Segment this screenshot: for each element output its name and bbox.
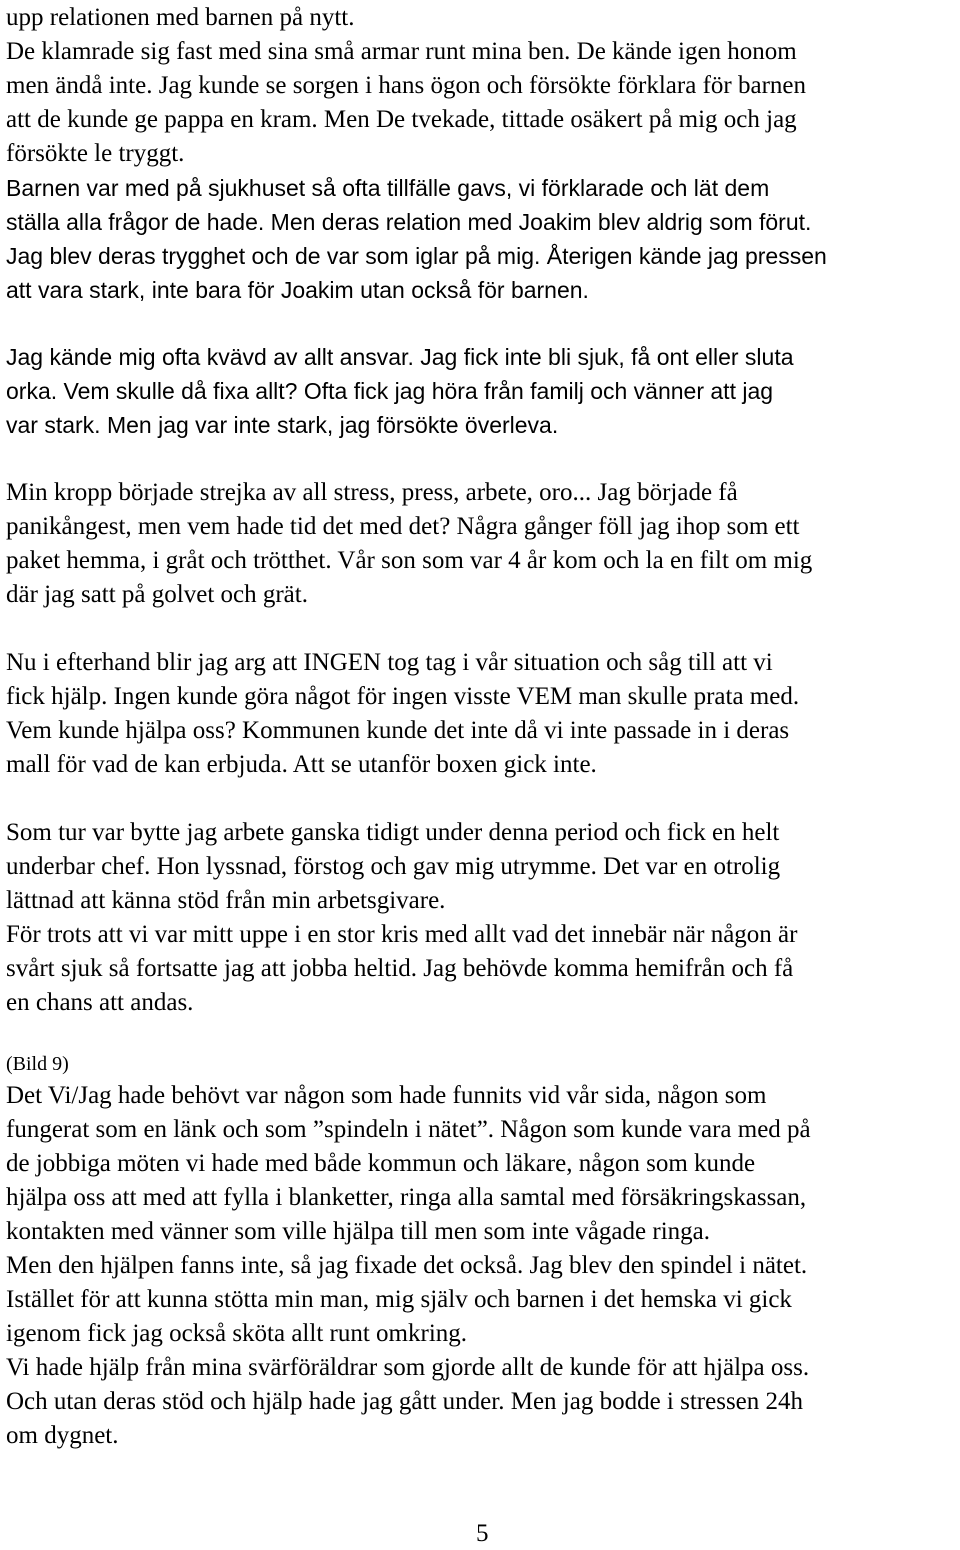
text-line: var stark. Men jag var inte stark, jag försökte överleva. bbox=[6, 412, 559, 438]
text-line: Som tur var bytte jag arbete ganska tidigt under denna period och fick en helt bbox=[6, 819, 780, 846]
text-line: men ändå inte. Jag kunde se sorgen i hans ögon och försökte förklara för barnen bbox=[6, 72, 806, 99]
text-line: Vi hade hjälp från mina svärföräldrar som gjorde allt de kunde för att hjälpa oss. bbox=[6, 1354, 810, 1381]
image-reference: (Bild 9) bbox=[6, 1053, 69, 1075]
text-line: Istället för att kunna stötta min man, mig själv och barnen i det hemska vi gick bbox=[6, 1286, 792, 1313]
text-line: mall för vad de kan erbjuda. Att se utanför boxen gick inte. bbox=[6, 751, 597, 778]
text-line: en chans att andas. bbox=[6, 989, 194, 1016]
text-line: svårt sjuk så fortsatte jag att jobba heltid. Jag behövde komma hemifrån och få bbox=[6, 955, 794, 982]
text-line: paket hemma, i gråt och trötthet. Vår son som var 4 år kom och la en filt om mig bbox=[6, 547, 813, 574]
text-line: fick hjälp. Ingen kunde göra något för ingen visste VEM man skulle prata med. bbox=[6, 683, 800, 710]
text-line: Och utan deras stöd och hjälp hade jag gått under. Men jag bodde i stressen 24h bbox=[6, 1388, 804, 1415]
text-line: fungerat som en länk och som ”spindeln i nätet”. Någon som kunde vara med på bbox=[6, 1116, 811, 1143]
text-line: ställa alla frågor de hade. Men deras relation med Joakim blev aldrig som förut. bbox=[6, 209, 812, 235]
text-line: att de kunde ge pappa en kram. Men De tvekade, tittade osäkert på mig och jag bbox=[6, 106, 797, 133]
text-line: Men den hjälpen fanns inte, så jag fixade det också. Jag blev den spindel i nätet. bbox=[6, 1252, 808, 1279]
text-line: igenom fick jag också sköta allt runt omkring. bbox=[6, 1320, 468, 1347]
text-line: Jag blev deras trygghet och de var som iglar på mig. Återigen kände jag pressen bbox=[6, 243, 827, 269]
text-line: att vara stark, inte bara för Joakim utan också för barnen. bbox=[6, 277, 589, 303]
text-line: Jag kände mig ofta kvävd av allt ansvar. Jag fick inte bli sjuk, få ont eller sluta bbox=[6, 344, 794, 370]
text-line: kontakten med vänner som ville hjälpa till men som inte vågade ringa. bbox=[6, 1218, 710, 1245]
text-line: Det Vi/Jag hade behövt var någon som hade funnits vid vår sida, någon som bbox=[6, 1082, 767, 1109]
text-line: Nu i efterhand blir jag arg att INGEN tog tag i vår situation och såg till att vi bbox=[6, 649, 773, 676]
text-line: om dygnet. bbox=[6, 1422, 119, 1449]
text-line: där jag satt på golvet och grät. bbox=[6, 581, 308, 608]
text-line: orka. Vem skulle då fixa allt? Ofta fick jag höra från familj och vänner att jag bbox=[6, 378, 774, 404]
text-line: De klamrade sig fast med sina små armar runt mina ben. De kände igen honom bbox=[6, 38, 797, 65]
text-line: hjälpa oss att med att fylla i blanketter, ringa alla samtal med försäkringskassan, bbox=[6, 1184, 807, 1211]
text-line: Vem kunde hjälpa oss? Kommunen kunde det inte då vi inte passade in i deras bbox=[6, 717, 790, 744]
text-line: För trots att vi var mitt uppe i en stor kris med allt vad det innebär när någon är bbox=[6, 921, 798, 948]
text-line: panikångest, men vem hade tid det med det? Några gånger föll jag ihop som ett bbox=[6, 513, 800, 540]
text-line: underbar chef. Hon lyssnad, förstog och gav mig utrymme. Det var en otrolig bbox=[6, 853, 781, 880]
page-number: 5 bbox=[476, 1520, 489, 1547]
text-line: Min kropp började strejka av all stress, press, arbete, oro... Jag började få bbox=[6, 479, 738, 506]
text-line: försökte le tryggt. bbox=[6, 140, 185, 167]
text-line: de jobbiga möten vi hade med både kommun och läkare, någon som kunde bbox=[6, 1150, 756, 1177]
text-line: lättnad att känna stöd från min arbetsgivare. bbox=[6, 887, 446, 914]
text-line: upp relationen med barnen på nytt. bbox=[6, 4, 355, 31]
text-line: Barnen var med på sjukhuset så ofta tillfälle gavs, vi förklarade och lät dem bbox=[6, 175, 770, 201]
